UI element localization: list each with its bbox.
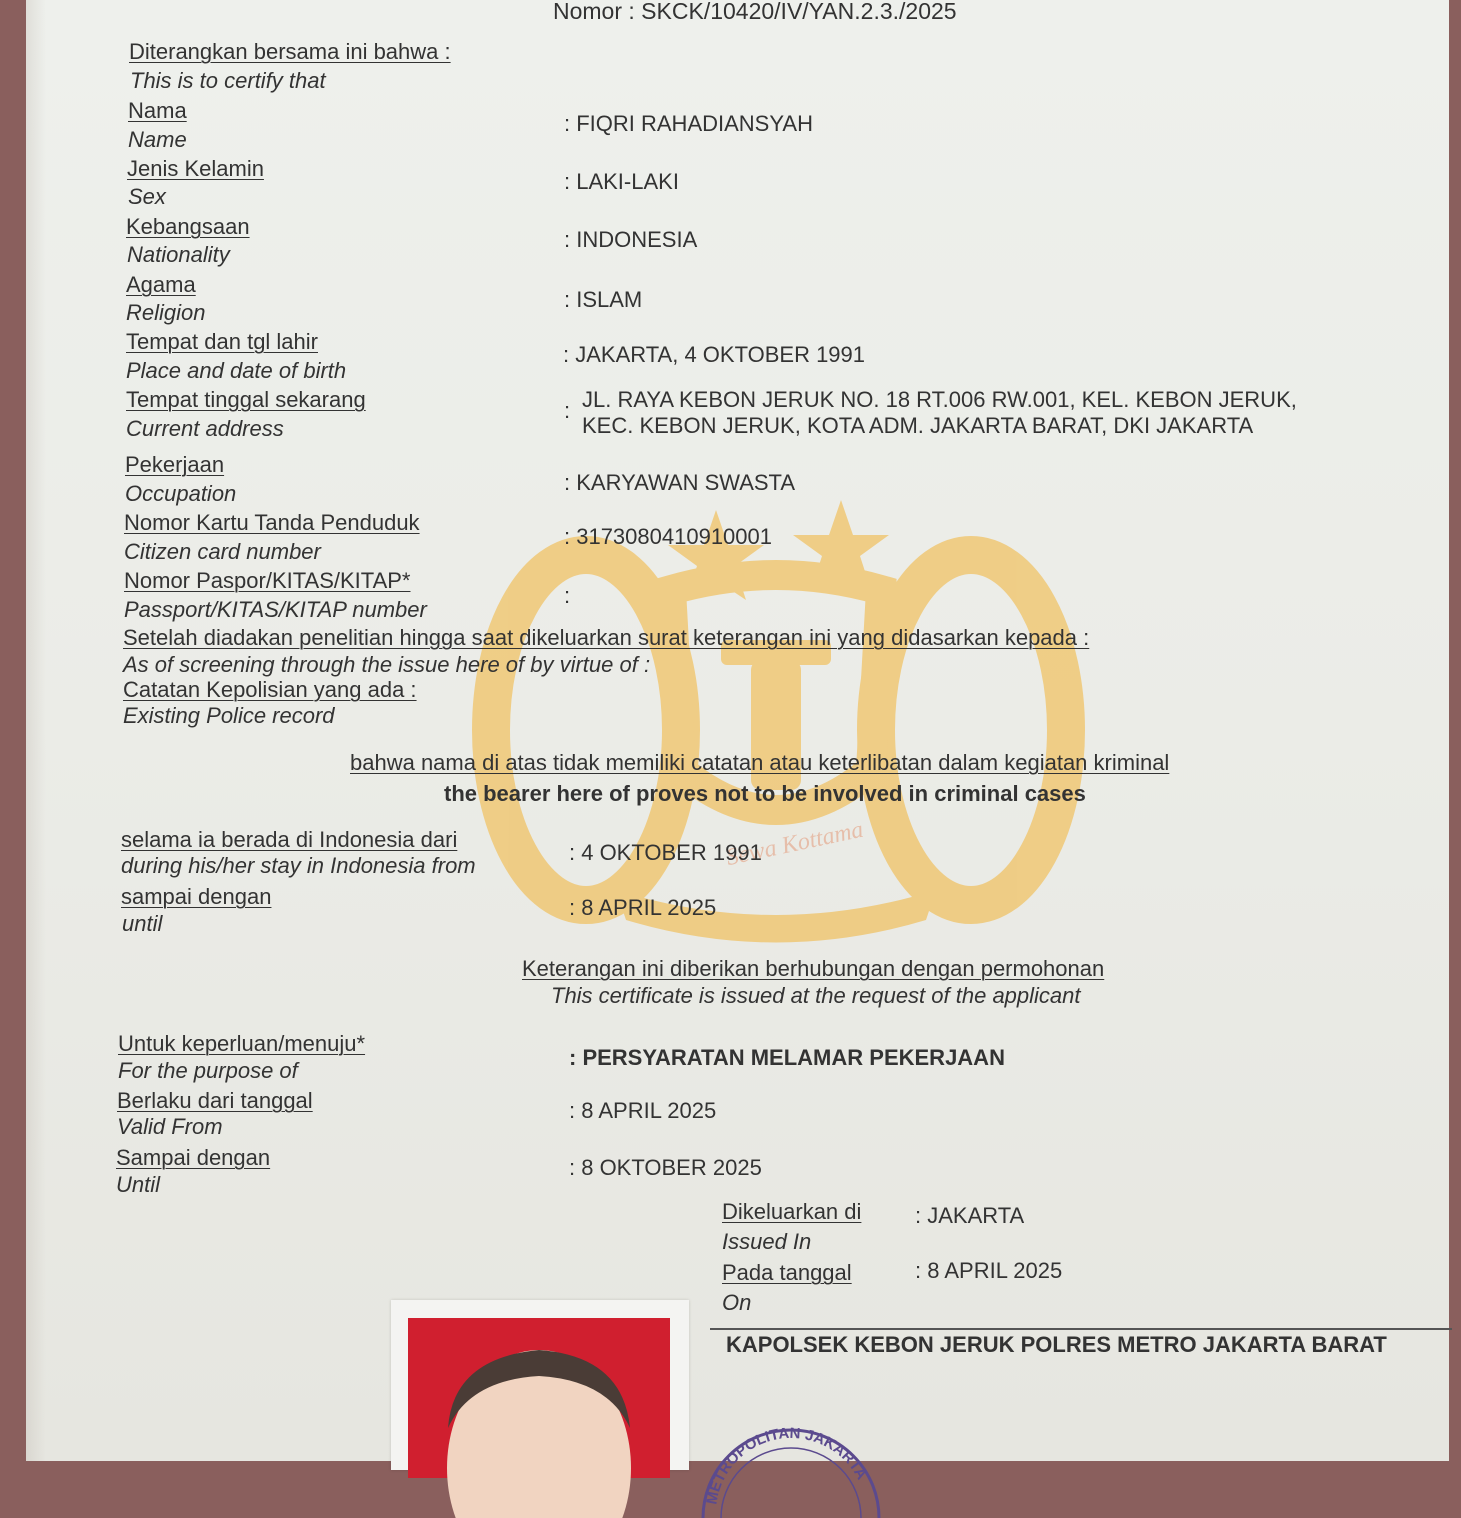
valid-from-label-en: Valid From xyxy=(117,1114,223,1139)
issued-in-label-en: Issued In xyxy=(722,1229,812,1254)
field-religion-value: : ISLAM xyxy=(564,287,643,312)
field-occupation-value: : KARYAWAN SWASTA xyxy=(564,470,796,495)
statement-text-en: the bearer here of proves not to be involved in criminal cases xyxy=(444,781,1086,806)
issued-on-label-en: On xyxy=(722,1290,752,1315)
statement-text: bahwa nama di atas tidak memiliki catatan atau keterlibatan dalam kegiatan kriminal xyxy=(350,750,1170,775)
document-number: Nomor : SKCK/10420/IV/YAN.2.3./2025 xyxy=(553,0,957,24)
stamp-text: METROPOLITAN JAKARTA xyxy=(703,1424,871,1506)
stay-from-label: selama ia berada di Indonesia dari xyxy=(121,827,458,852)
field-nationality-label-en: Nationality xyxy=(127,242,230,267)
field-name-value: : FIQRI RAHADIANSYAH xyxy=(564,111,813,136)
field-address-label: Tempat tinggal sekarang xyxy=(126,387,366,412)
field-occupation-label: Pekerjaan xyxy=(125,452,225,477)
applicant-portrait-icon xyxy=(408,1318,670,1478)
field-sex-value: : LAKI-LAKI xyxy=(564,169,679,194)
stay-from-label-en: during his/her stay in Indonesia from xyxy=(121,853,476,878)
screening-label: Setelah diadakan penelitian hingga saat dikeluarkan surat keterangan ini yang didasarkan kepada : xyxy=(123,625,1090,650)
field-passport-label-en: Passport/KITAS/KITAP number xyxy=(124,597,427,622)
field-occupation-label-en: Occupation xyxy=(125,481,237,506)
police-record-label: Catatan Kepolisian yang ada : xyxy=(123,677,417,702)
police-emblem-watermark xyxy=(466,470,1086,940)
emblem-wreath-right xyxy=(876,555,1066,905)
valid-until-label: Sampai dengan xyxy=(116,1145,271,1170)
field-address-colon: : xyxy=(564,398,571,423)
field-address-label-en: Current address xyxy=(126,416,284,441)
field-religion-label-en: Religion xyxy=(126,300,206,325)
field-birth-label: Tempat dan tgl lahir xyxy=(126,329,318,354)
police-record-label-en: Existing Police record xyxy=(123,703,335,728)
field-passport-value: : xyxy=(564,583,571,608)
signatory-title: KAPOLSEK KEBON JERUK POLRES METRO JAKARTA BARAT xyxy=(726,1332,1387,1357)
screening-label-en: As of screening through the issue here of by virtue of : xyxy=(123,652,651,677)
field-religion-label: Agama xyxy=(126,272,196,297)
applicant-photo-frame xyxy=(391,1300,689,1470)
field-name-label: Nama xyxy=(128,98,187,123)
request-text-en: This certificate is issued at the request of the applicant xyxy=(551,983,1081,1008)
field-birth-label-en: Place and date of birth xyxy=(126,358,347,383)
field-address-value-line1: JL. RAYA KEBON JERUK NO. 18 RT.006 RW.001, KEL. KEBON JERUK, xyxy=(582,387,1297,412)
valid-from-value: : 8 APRIL 2025 xyxy=(569,1098,717,1123)
issued-on-label: Pada tanggal xyxy=(722,1260,852,1285)
field-nik-label-en: Citizen card number xyxy=(124,539,321,564)
valid-from-label: Berlaku dari tanggal xyxy=(117,1088,313,1113)
purpose-label-en: For the purpose of xyxy=(118,1058,298,1083)
purpose-label: Untuk keperluan/menuju* xyxy=(118,1031,366,1056)
police-stamp xyxy=(686,1408,886,1518)
purpose-value: : PERSYARATAN MELAMAR PEKERJAAN xyxy=(569,1045,1005,1070)
field-passport-label: Nomor Paspor/KITAS/KITAP* xyxy=(124,568,411,593)
field-nik-value: : 3173080410910001 xyxy=(564,524,772,549)
field-name-label-en: Name xyxy=(128,127,187,152)
stay-from-value: : 4 OKTOBER 1991 xyxy=(569,840,762,865)
request-text: Keterangan ini diberikan berhubungan dengan permohonan xyxy=(522,956,1105,981)
field-nationality-label: Kebangsaan xyxy=(126,214,250,239)
stay-until-value: : 8 APRIL 2025 xyxy=(569,895,717,920)
valid-until-label-en: Until xyxy=(116,1172,161,1197)
skck-certificate xyxy=(26,0,1449,1506)
issued-in-label: Dikeluarkan di xyxy=(722,1199,862,1224)
signature-line xyxy=(710,1328,1452,1330)
field-nationality-value: : INDONESIA xyxy=(564,227,698,252)
field-sex-label-en: Sex xyxy=(128,184,166,209)
field-address-value-line2: KEC. KEBON JERUK, KOTA ADM. JAKARTA BARAT, DKI JAKARTA xyxy=(582,413,1254,438)
stay-until-label: sampai dengan xyxy=(121,884,272,909)
stay-until-label-en: until xyxy=(122,911,163,936)
valid-until-value: : 8 OKTOBER 2025 xyxy=(569,1155,762,1180)
emblem-motto: Sewa Kottama xyxy=(723,816,866,872)
svg-text:METROPOLITAN JAKARTA xyxy=(703,1425,870,1506)
intro-label-en: This is to certify that xyxy=(130,68,326,93)
field-birth-value: : JAKARTA, 4 OKTOBER 1991 xyxy=(563,342,866,367)
field-nik-label: Nomor Kartu Tanda Penduduk xyxy=(124,510,420,535)
intro-label: Diterangkan bersama ini bahwa : xyxy=(129,39,451,64)
issued-in-value: : JAKARTA xyxy=(915,1203,1025,1228)
applicant-photo xyxy=(408,1318,670,1478)
issued-on-value: : 8 APRIL 2025 xyxy=(915,1258,1063,1283)
field-sex-label: Jenis Kelamin xyxy=(127,156,264,181)
